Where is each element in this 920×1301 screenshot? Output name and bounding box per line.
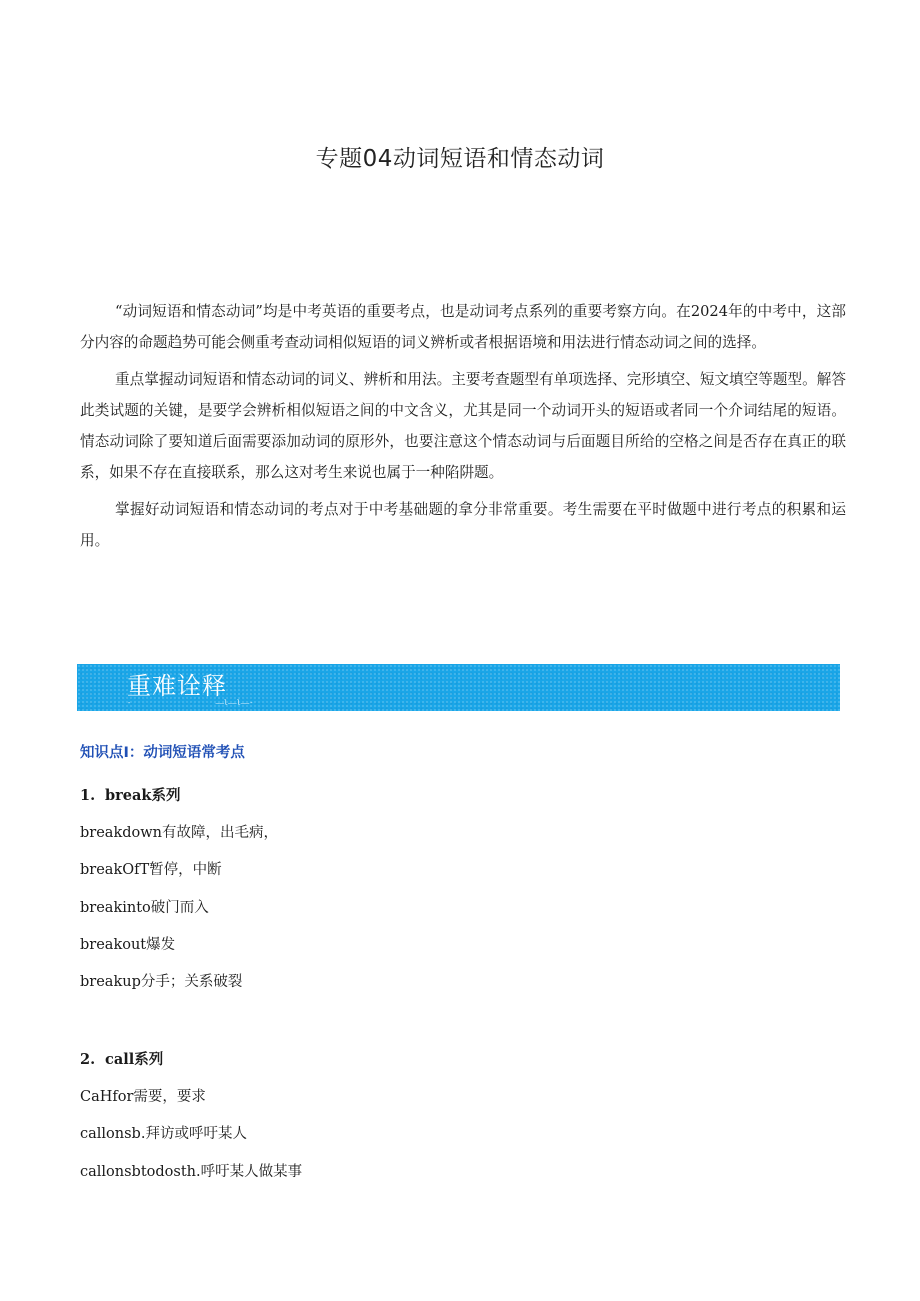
- knowledge-point-heading: 知识点I：动词短语常考点: [80, 745, 245, 761]
- section-title: [80, 1050, 840, 1087]
- phrase-item: callonsbtodosth.呼吁某人做某事: [80, 1163, 303, 1180]
- intro-text: [80, 296, 846, 562]
- page-title: 专题04动词短语和情态动词: [315, 146, 605, 172]
- phrase-item: callonsb.拜访或呼吁某人: [80, 1126, 247, 1143]
- banner-title: 重难诠释: [127, 672, 227, 700]
- section-name: call系列: [105, 1051, 164, 1068]
- phrase-item: CaHfor需要，要求: [80, 1089, 206, 1105]
- phrase-item: breakOfT暂停，中断: [80, 862, 222, 879]
- phrase-item: breakinto破门而入: [80, 899, 209, 916]
- phrase-section-break: [80, 786, 840, 1009]
- phrase-item: breakout爆发: [80, 936, 176, 953]
- intro-paragraph: “动词短语和情态动词”均是中考英语的重要考点，也是动词考点系列的重要考察方向。在2024年的中考中，这部分内容的命题趋势可能会侧重考查动词相似短语的词义辨析或者根据语境和用法进行情态动词之间的选择。: [80, 303, 846, 351]
- phrase-section-call: [80, 1050, 840, 1199]
- section-number: 2.: [80, 1051, 96, 1068]
- section-banner: [77, 664, 840, 711]
- phrase-item: breakdown有故障，出毛病，: [80, 825, 278, 841]
- intro-paragraph: 重点掌握动词短语和情态动词的词义、辨析和用法。主要考查题型有单项选择、完形填空、短文填空等题型。解答此类试题的关键，是要学会辨析相似短语之间的中文含义，尤其是同一个动词开头的短语或者同一个介词结尾的短语。情态动词除了要知道后面需要添加动词的原形外，也要注意这个情态动词与后面题目所给的空格之间是否存在真正的联系，如果不存在直接联系，那么这对考生来说也属于一种陷阱题。: [80, 371, 846, 481]
- section-number: 1.: [80, 787, 96, 804]
- banner-decoration: - ——l——l——-: [127, 699, 254, 707]
- phrase-item: breakup分手；关系破裂: [80, 974, 243, 991]
- section-title: [80, 786, 840, 823]
- section-name: break系列: [105, 787, 181, 804]
- intro-paragraph: 掌握好动词短语和情态动词的考点对于中考基础题的拿分非常重要。考生需要在平时做题中进行考点的积累和运用。: [80, 501, 846, 549]
